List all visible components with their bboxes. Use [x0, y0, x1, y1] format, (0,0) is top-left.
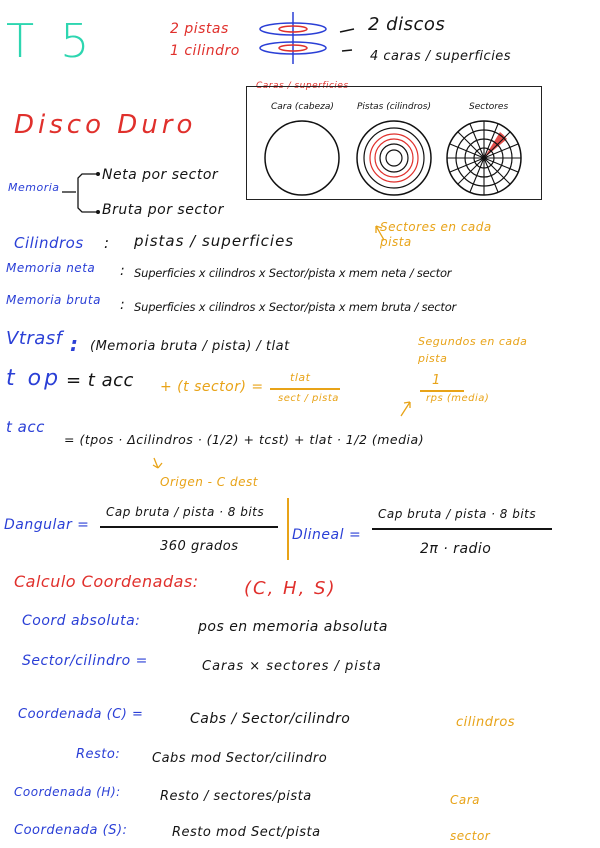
sectores-note	[380, 220, 520, 250]
page-title: T5	[6, 14, 116, 68]
angular-den: 360 grados	[160, 539, 239, 554]
mem-bruta-label: Memoria bruta	[6, 293, 101, 307]
discs-note: 2 discos	[368, 14, 446, 35]
panel-label-tracks: Pistas (cilindros)	[357, 102, 431, 112]
panel-label-sectors: Sectores	[469, 102, 509, 112]
mem-bruta-value: Superficies x cilindros x Sector/pista x mem bruta / sector	[134, 300, 457, 314]
vtrasf-colon: :	[70, 332, 79, 356]
lineal-fraction-bar	[372, 528, 552, 530]
face-disk-icon	[263, 119, 341, 197]
cilindros-label: Cilindros	[14, 234, 84, 252]
diagram-caption: Caras / superficies	[256, 81, 349, 91]
tacc-label: t acc	[6, 418, 45, 436]
segundos-note-text: Segundos en cada pista	[418, 335, 528, 365]
top-label: t op	[6, 366, 62, 391]
lineal-den: 2π · radio	[420, 541, 492, 557]
angular-fraction-bar	[100, 526, 278, 528]
rps-num: 1	[432, 373, 441, 388]
mem-neta-label: Memoria neta	[6, 261, 96, 275]
resto-value: Cabs mod Sector/cilindro	[152, 751, 328, 766]
top-value-b: + (t sector) =	[160, 379, 264, 395]
vtrasf-value: (Memoria bruta / pista) / tlat	[90, 339, 290, 354]
panel-label-face: Cara (cabeza)	[271, 102, 334, 112]
mem-neta-colon: :	[120, 263, 126, 279]
resto-label: Resto:	[76, 747, 121, 762]
density-divider	[287, 498, 289, 560]
mem-bruta-colon: :	[120, 297, 126, 313]
sectors-disk-icon	[445, 119, 523, 197]
angular-num: Cap bruta / pista · 8 bits	[106, 505, 265, 519]
h-value: Resto / sectores/pista	[160, 789, 312, 804]
s-label: Coordenada (S):	[14, 823, 128, 838]
top-value-a: = t acc	[66, 370, 134, 391]
memory-brace-icon	[62, 170, 102, 216]
rps-fraction-bar	[420, 390, 464, 392]
abs-label: Coord absoluta:	[22, 613, 141, 629]
memory-net: Neta por sector	[102, 167, 219, 183]
origen-note: Origen - C dest	[160, 475, 258, 489]
faces-note: 4 caras / superficies	[370, 49, 512, 64]
tlat-den: sect / pista	[278, 393, 339, 404]
tracks-disk-icon	[355, 119, 433, 197]
segundos-note	[418, 334, 548, 367]
sectores-note-text: Sectores en cada pista	[380, 220, 492, 249]
disk-diagram	[246, 86, 542, 200]
platters-sketch-icon	[255, 12, 335, 64]
tacc-value: = (tpos · Δcilindros · (1/2) + tcst) + tlat · 1/2 (media)	[64, 432, 425, 447]
cylinder-label: 1 cilindro	[170, 43, 240, 59]
arrow-down-icon	[150, 456, 166, 472]
coords-tuple: (C, H, S)	[244, 578, 337, 599]
platters-label: 2 pistas	[170, 21, 229, 37]
h-label: Coordenada (H):	[14, 785, 121, 799]
vtrasf-label: Vtrasf	[6, 328, 63, 349]
c-note: cilindros	[456, 715, 516, 730]
c-value: Cabs / Sector/cilindro	[190, 711, 351, 727]
s-value: Resto mod Sect/pista	[172, 825, 321, 840]
lineal-label: Dlineal =	[292, 527, 362, 543]
memory-gross: Bruta por sector	[102, 202, 224, 218]
c-label: Coordenada (C) =	[18, 707, 144, 722]
tlat-fraction-bar	[270, 388, 340, 390]
h-note: Cara	[450, 793, 481, 807]
section-title: Disco Duro	[14, 110, 197, 140]
dash-icon	[338, 26, 358, 56]
angular-label: Dangular =	[4, 517, 90, 533]
rps-den: rps (media)	[426, 393, 490, 404]
mem-neta-value: Superficies x cilindros x Sector/pista x mem neta / sector	[134, 266, 452, 280]
tlat-num: tlat	[290, 371, 311, 384]
arrow-up-icon	[398, 398, 414, 418]
cilindros-colon: :	[104, 234, 110, 252]
lineal-num: Cap bruta / pista · 8 bits	[378, 507, 537, 521]
sc-label: Sector/cilindro =	[22, 653, 148, 669]
s-note: sector	[450, 829, 491, 843]
sc-value: Caras × sectores / pista	[202, 659, 382, 674]
abs-value: pos en memoria absoluta	[198, 619, 388, 635]
arrow-icon	[372, 222, 388, 244]
memory-label: Memoria	[8, 181, 60, 194]
cilindros-value: pistas / superficies	[134, 232, 295, 250]
coords-title: Calculo Coordenadas:	[14, 572, 199, 591]
